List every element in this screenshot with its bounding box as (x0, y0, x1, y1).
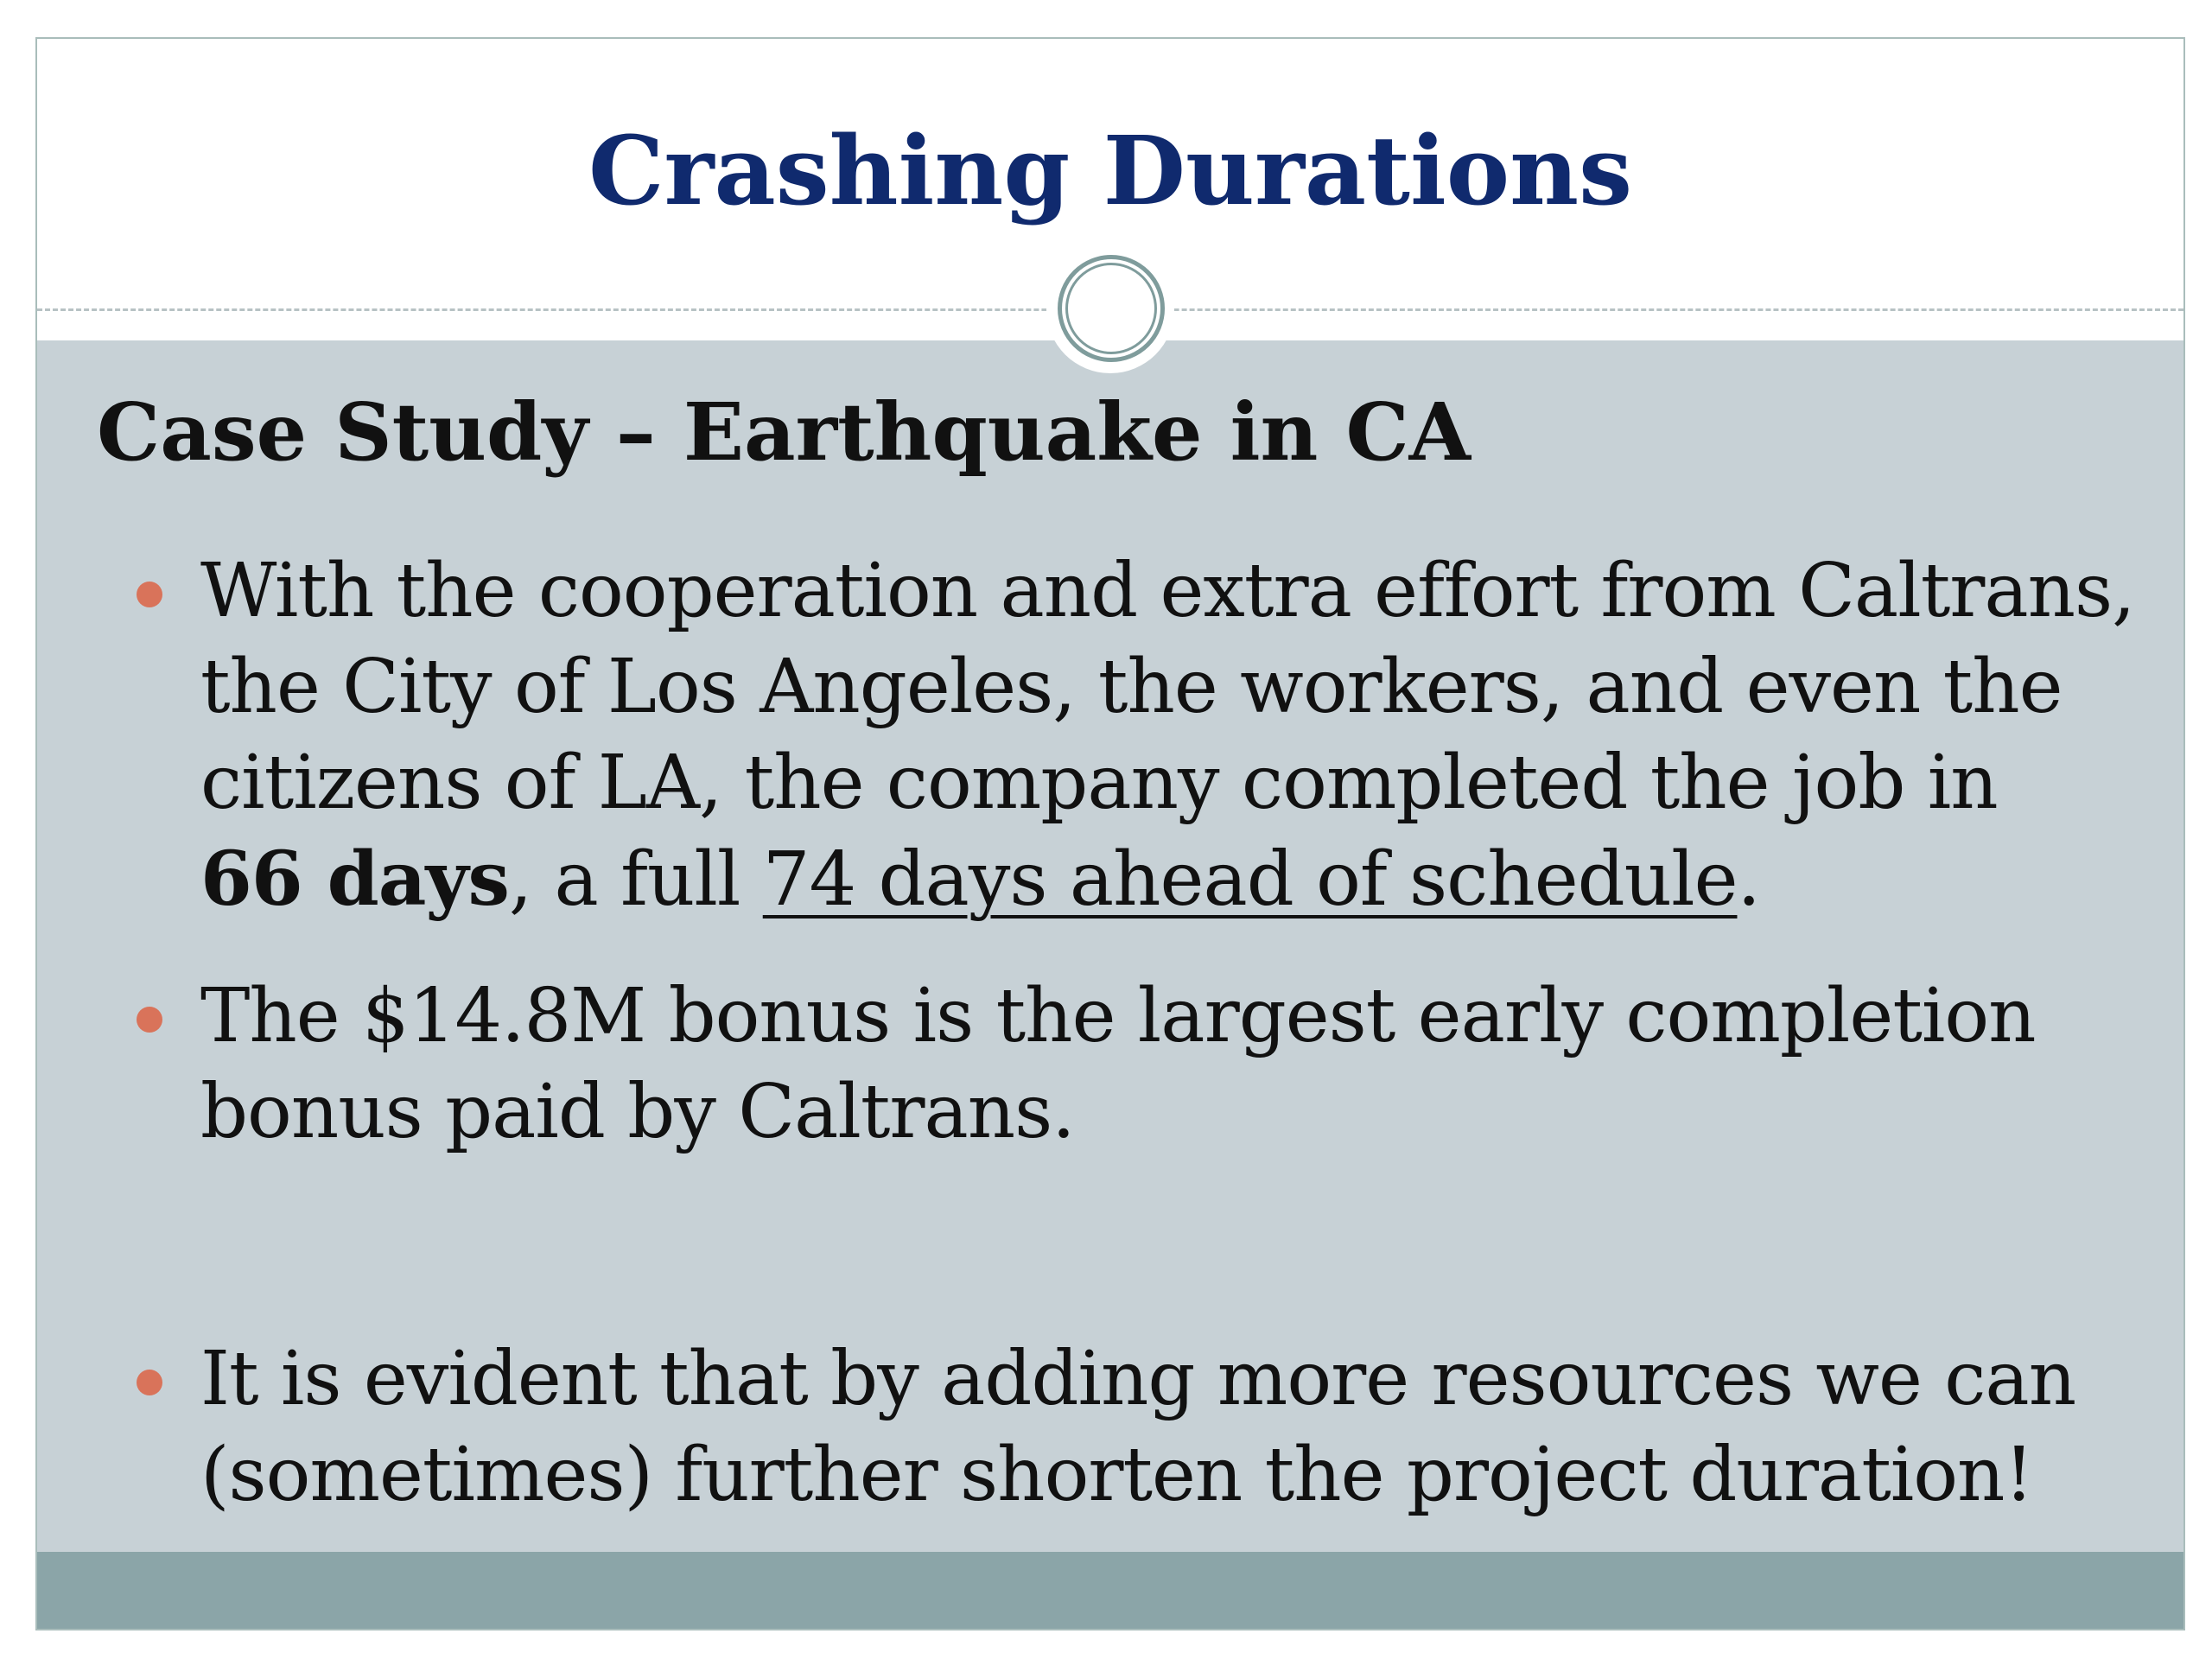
bullet-line: citizens of LA, the company completed the job in (200, 740, 1998, 826)
bullet-line-emphasis (200, 831, 2153, 928)
circle-ornament-inner-ring (1065, 263, 1157, 354)
emphasis-duration: 66 days (200, 836, 509, 923)
bullet-dot-icon (137, 1007, 162, 1033)
bullet-line-end: . (1737, 836, 1760, 923)
bullet-text (200, 969, 2153, 1160)
slide (35, 37, 2185, 1630)
bullet-line: It is evident that by adding more resources we can (200, 1336, 2076, 1422)
bullet-line: (sometimes) further shorten the project duration! (200, 1432, 2033, 1518)
slide-title: Crashing Durations (588, 115, 1633, 226)
slide-subtitle: Case Study – Earthquake in CA (97, 385, 1471, 479)
footer-band (37, 1552, 2183, 1630)
bullet-text (200, 543, 2153, 928)
bullet-line: The $14.8M bonus is the largest early completion (200, 973, 2036, 1059)
bullet-line: bonus paid by Caltrans. (200, 1069, 1075, 1155)
bullet-line: With the cooperation and extra effort from Caltrans, (200, 548, 2135, 634)
emphasis-ahead-of-schedule: 74 days ahead of schedule (762, 836, 1738, 923)
bullet-line-middle: , a full (508, 836, 763, 923)
bullet-line: the City of Los Angeles, the workers, and even the (200, 644, 2063, 730)
bullet-text (200, 1332, 2153, 1523)
bullet-dot-icon (137, 582, 162, 607)
bullet-dot-icon (137, 1370, 162, 1395)
